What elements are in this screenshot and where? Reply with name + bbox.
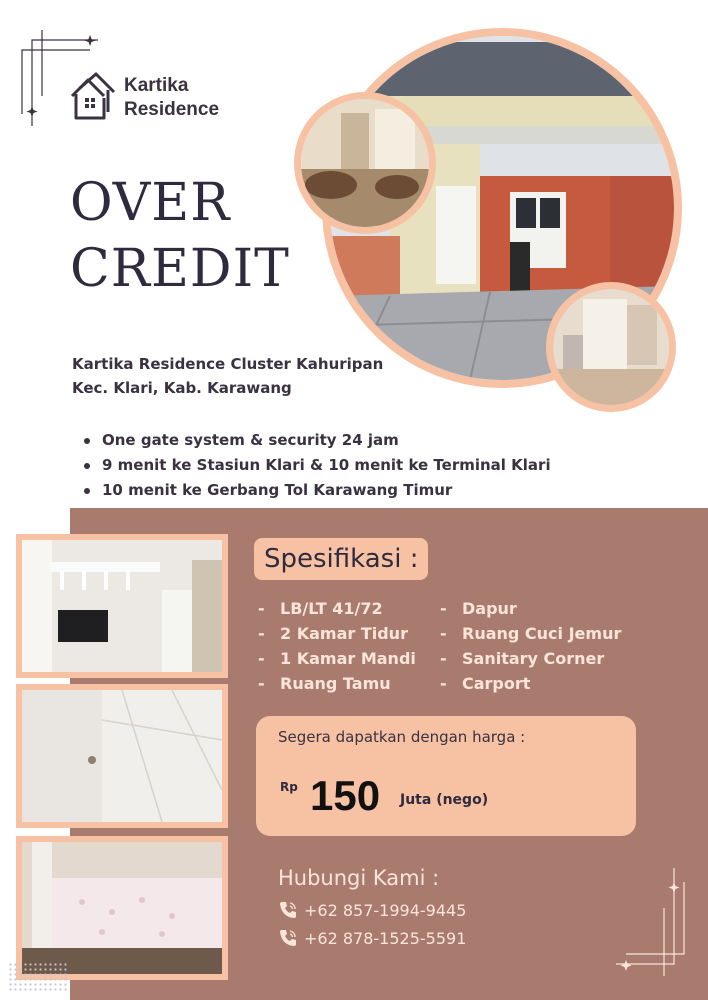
dot-pattern-decoration [8,962,68,992]
price-lead: Segera dapatkan dengan harga : [278,728,526,746]
spec-list-right [438,596,621,696]
bedroom-photo [16,836,228,980]
feature-item: One gate system & security 24 jam [82,428,551,453]
phone-number-1[interactable] [278,900,466,920]
brand-line-1: Kartika [124,75,189,96]
bedroom-loft-photo [16,534,228,678]
feature-list [82,428,551,503]
brand [68,72,219,124]
contact-title: Hubungi Kami : [278,866,440,890]
price-box [256,716,636,836]
address-line-2: Kec. Klari, Kab. Karawang [72,379,292,397]
headline-line-2: CREDIT [70,239,290,299]
phone-number-text: +62 878-1525-5591 [304,928,467,948]
spec-item: - 2 Kamar Tidur [256,621,416,646]
phone-number-text: +62 857-1994-9445 [304,900,467,920]
address-line-1: Kartika Residence Cluster Kahuripan [72,355,384,373]
spec-item: - Ruang Tamu [256,671,416,696]
spec-item: - Carport [438,671,621,696]
spec-item: - Ruang Cuci Jemur [438,621,621,646]
price-unit: Juta (nego) [400,792,489,808]
headline-line-1: OVER [70,173,231,233]
spec-item: - Sanitary Corner [438,646,621,671]
bathroom-photo [16,684,228,828]
living-room-photo [294,92,436,234]
address [72,352,383,400]
price-currency: Rp [280,780,298,794]
corner-decoration-bottom-right [616,868,686,978]
feature-item: 10 menit ke Gerbang Tol Karawang Timur [82,478,551,503]
spec-item: - Dapur [438,596,621,621]
feature-item: 9 menit ke Stasiun Klari & 10 menit ke Terminal Klari [82,453,551,478]
price-amount: 150 [310,772,381,819]
phone-icon [278,928,298,948]
spec-list-left [256,596,416,696]
interior-photo [546,282,676,412]
phone-number-2[interactable] [278,928,466,948]
house-logo-icon [68,72,116,124]
phone-icon [278,900,298,920]
spec-item: - 1 Kamar Mandi [256,646,416,671]
spec-item: - LB/LT 41/72 [256,596,416,621]
spec-title: Spesifikasi : [254,538,428,580]
brand-line-2: Residence [124,99,220,120]
headline [70,170,290,302]
